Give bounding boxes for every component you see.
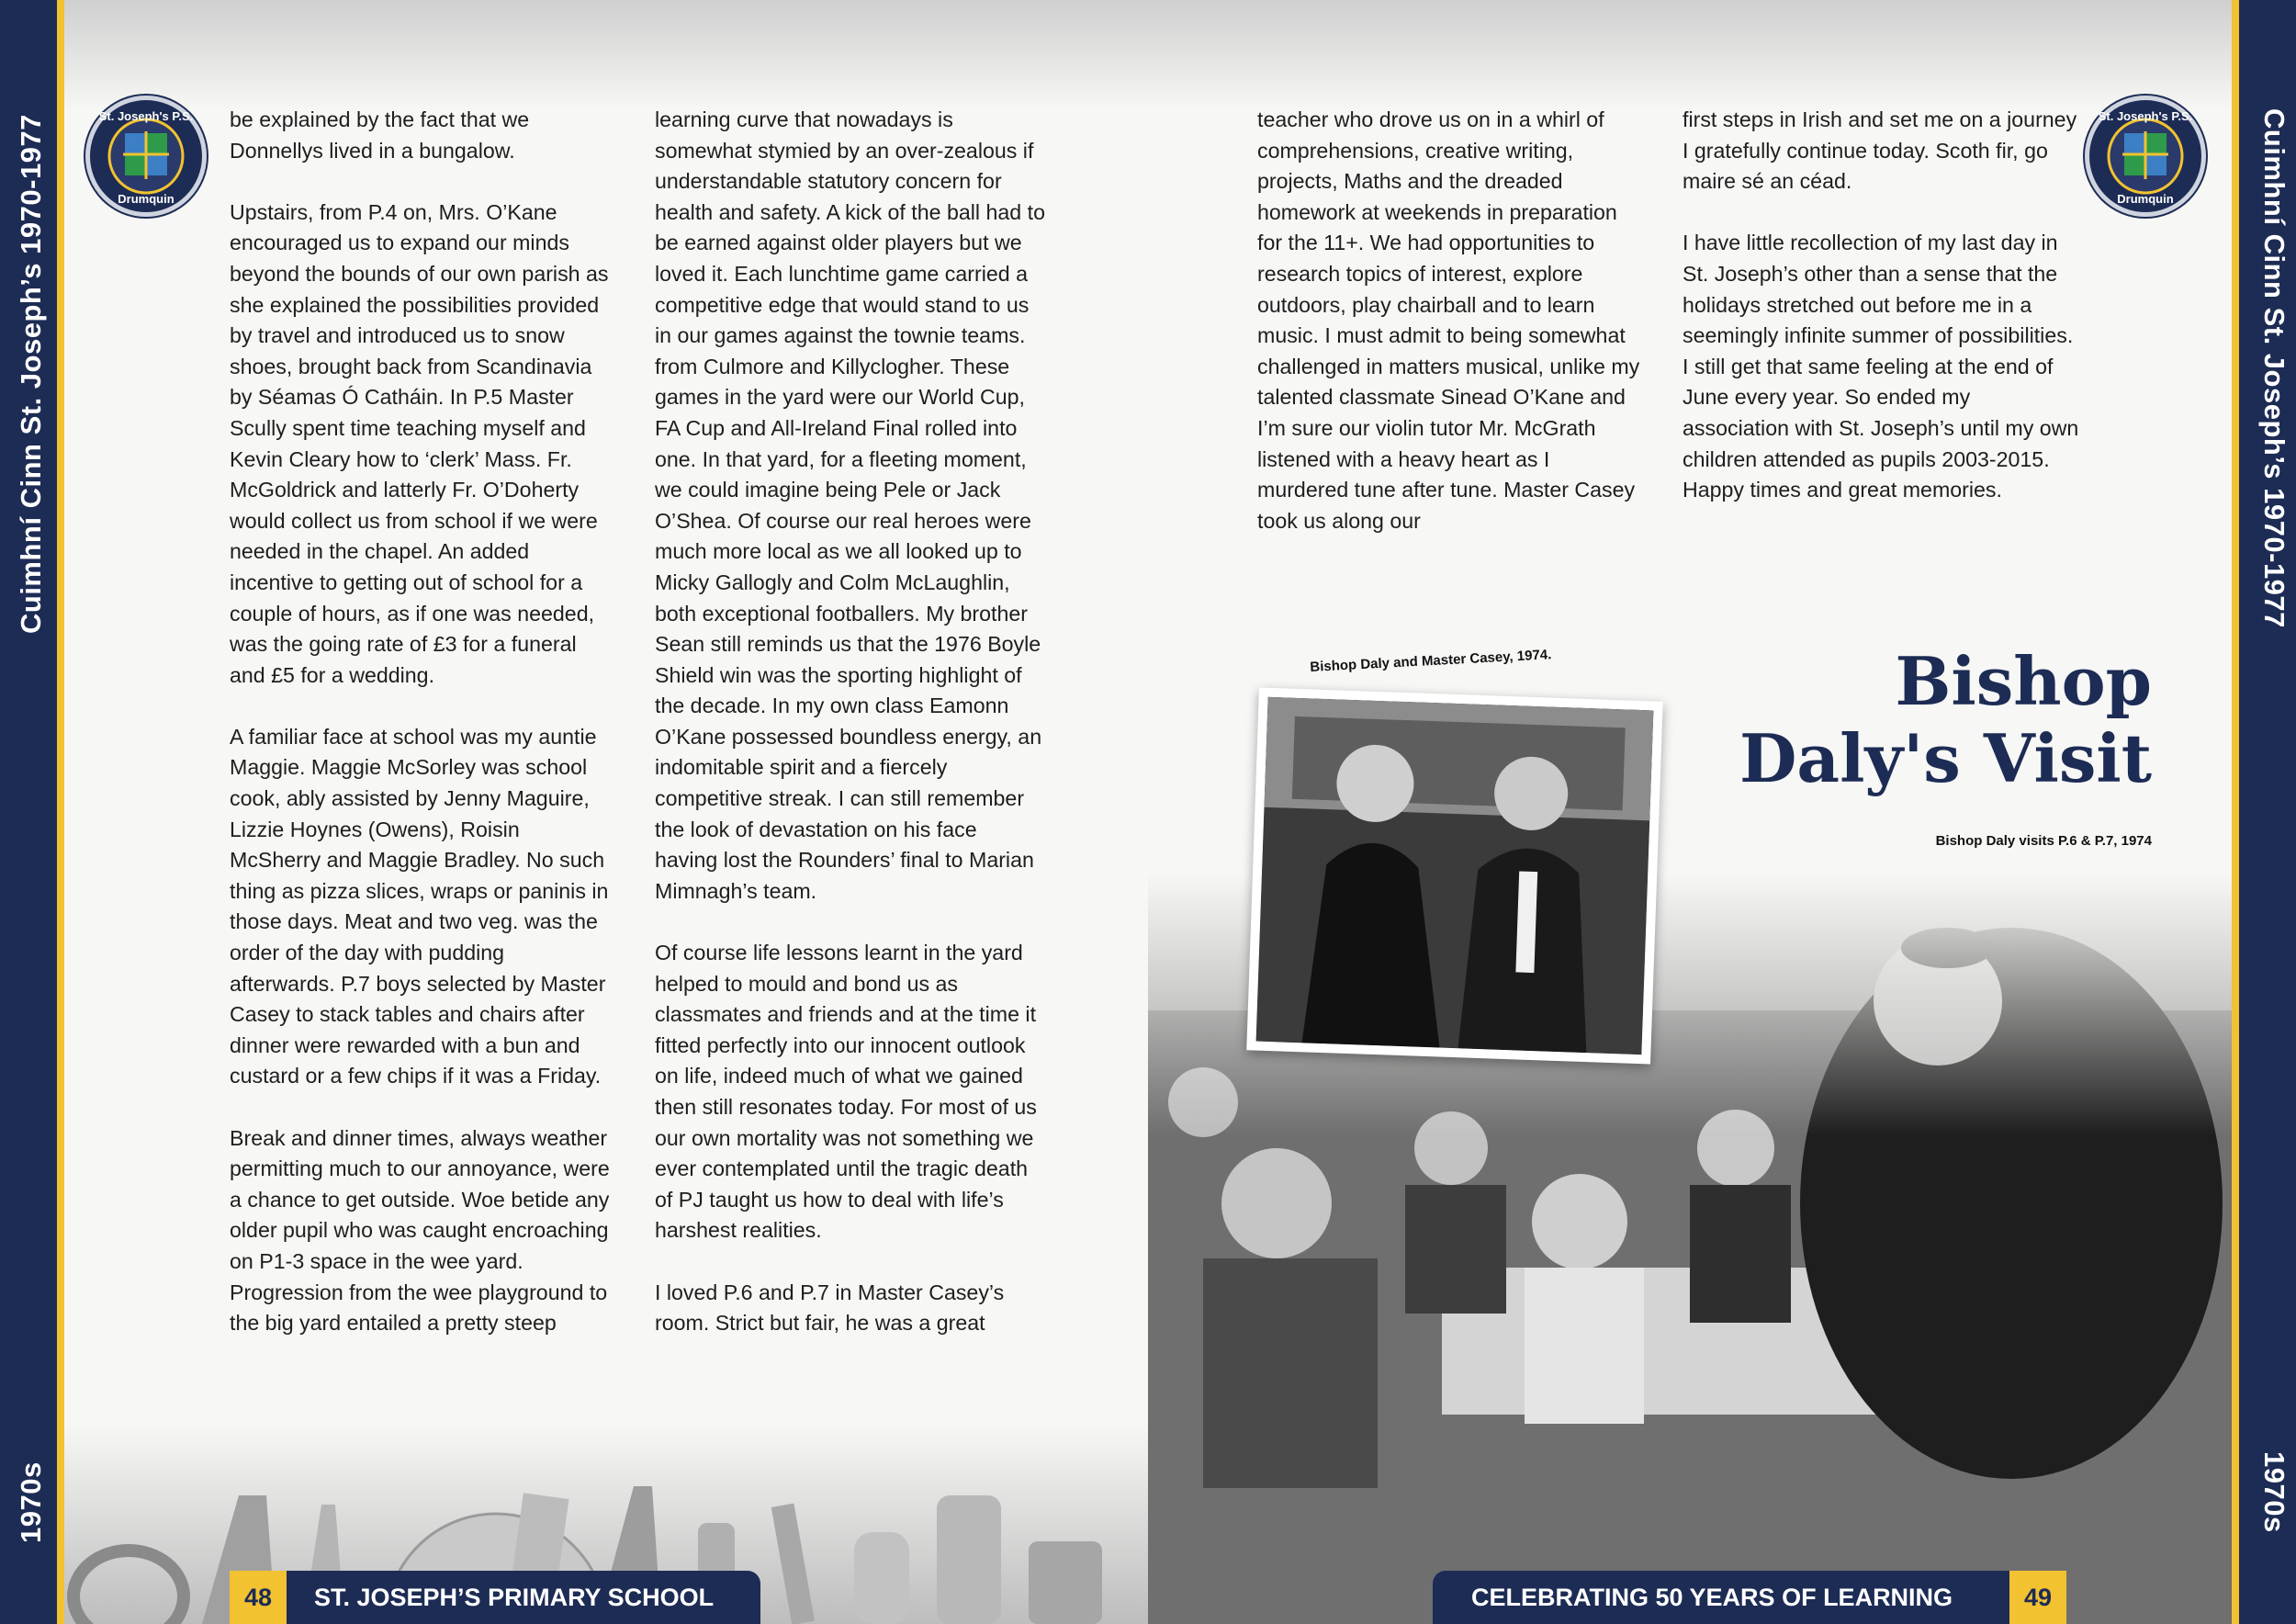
footer-school-name: ST. JOSEPH’S PRIMARY SCHOOL	[287, 1571, 760, 1624]
paragraph: I loved P.6 and P.7 in Master Casey’s room. Strict but fair, he was a great	[655, 1280, 1005, 1336]
inset-photo	[1246, 687, 1663, 1064]
paragraph: Upstairs, from P.4 on, Mrs. O’Kane encouraged us to expand our minds beyond the bounds of our own parish as she explained the possibilities provided by travel and introduced us to snow shoes, brought back from Scandinavia by Séamas Ó Catháin. In P.5 Master Scully spent time teaching myself and Kevin Cleary how to ‘clerk’ Mass. Fr. McGoldrick and latterly Fr. O’Doherty would collect us from school if we were needed in the chapel. An added incentive to getting out of school for a couple of hours, as if one was needed, was the going rate of £3 for a funeral and £5 for a wedding.	[230, 199, 609, 687]
band-title-right: Cuimhní Cinn St. Joseph’s 1970-1977	[2258, 108, 2290, 628]
page-number-left: 48	[230, 1571, 287, 1624]
heading-line-2: Daly's Visit	[1739, 719, 2152, 797]
school-logo-right	[2085, 96, 2206, 217]
band-decade-right: 1970s	[2258, 1451, 2290, 1533]
right-column-1	[1257, 105, 1643, 536]
right-column-2	[1683, 105, 2082, 506]
section-heading	[1739, 643, 2152, 797]
paragraph: Break and dinner times, always weather permitting much to our annoyance, were a chance to get outside. Woe betide any older pupil who was caught encroaching on P1-3 space in the wee yard. Progression from the wee playground to the big yard entailed a pretty steep	[230, 1125, 610, 1336]
footer-celebrating: CELEBRATING 50 YEARS OF LEARNING	[1433, 1571, 2009, 1624]
classroom-photo-caption: Bishop Daly visits P.6 & P.7, 1974	[1935, 833, 2152, 849]
paragraph: teacher who drove us on in a whirl of comprehensions, creative writing, projects, Maths and the dreaded homework at weekends in preparation for the 11+. We had opportunities to research topics of interest, explore outdoors, play chairball and to learn music. I must admit to being somewhat challenged in matters musical, unlike my talented classmate Sinead O’Kane and I’m sure our violin tutor Mr. McGrath listened with a heavy heart as I murdered tune after tune. Master Casey took us along our	[1257, 107, 1640, 533]
band-title-left: Cuimhní Cinn St. Joseph’s 1970-1977	[15, 114, 47, 634]
right-page	[1148, 0, 2296, 1624]
logo-top-text: St. Joseph's P.S.	[2098, 109, 2193, 123]
school-logo-left	[85, 96, 207, 217]
left-side-band	[0, 0, 64, 1624]
left-column-2	[655, 105, 1045, 1339]
paragraph: learning curve that nowadays is somewhat stymied by an over-zealous if understandable statutory concern for health and safety. A kick of the ball had to be earned against older players but we loved it. Each lunchtime game carried a competitive edge that would stand to us in our games against the townie teams. from Culmore and Killyclogher. These games in the yard were our World Cup, FA Cup and All-Ireland Final rolled into one. In that yard, for a fleeting moment, we could imagine being Pele or Jack O’Shea. Of course our real heroes were much more local as we all looked up to Micky Gallogly and Colm McLaughlin, both exceptional footballers. My brother Sean still reminds us that the 1976 Boyle Shield win was the sporting highlight of the decade. In my own class Eamonn O’Kane possessed boundless energy, an indomitable spirit and a fiercely competitive streak. I can still remember the look of devastation on his face having lost the Rounders’ final to Marian Mimnagh’s team.	[655, 107, 1045, 903]
inset-photo-caption: Bishop Daly and Master Casey, 1974.	[1310, 647, 1552, 675]
logo-bottom-text: Drumquin	[2117, 192, 2174, 206]
heading-line-1: Bishop	[1895, 642, 2152, 720]
paragraph: be explained by the fact that we Donnellys lived in a bungalow.	[230, 107, 530, 163]
paragraph: first steps in Irish and set me on a journey I gratefully continue today. Scoth fir, go maire sé an céad.	[1683, 107, 2077, 194]
paragraph: Of course life lessons learnt in the yard helped to mould and bond us as classmates and friends and at the time it fitted perfectly into our innocent outlook on life, indeed much of what we gained then still resonates today. For most of us our own mortality was not something we ever contemplated until the tragic death of PJ taught us how to deal with life’s harshest realities.	[655, 941, 1037, 1243]
bishop-and-master-photo	[1256, 697, 1654, 1054]
logo-top-text: St. Joseph's P.S.	[98, 109, 194, 123]
right-side-band	[2232, 0, 2296, 1624]
page-number-right: 49	[2009, 1571, 2066, 1624]
left-column-1	[230, 105, 615, 1339]
band-decade-left: 1970s	[15, 1461, 47, 1543]
logo-bottom-text: Drumquin	[118, 192, 174, 206]
paragraph: A familiar face at school was my auntie Maggie. Maggie McSorley was school cook, ably assisted by Jenny Maguire, Lizzie Hoynes (Owens), Roisin McSherry and Maggie Bradley. No such thing as pizza slices, wraps or paninis in those days. Meat and two veg. was the order of the day with pudding afterwards. P.7 boys selected by Master Casey to stack tables and chairs after dinner were rewarded with a bun and custard or a few chips if it was a Friday.	[230, 724, 609, 1088]
paragraph: I have little recollection of my last day in St. Joseph’s other than a sense that the holidays stretched out before me in a seemingly infinite summer of possibilities. I still get that same feeling at the end of June every year. So ended my association with St. Joseph’s until my own children attended as pupils 2003-2015. Happy times and great memories.	[1683, 231, 2079, 502]
